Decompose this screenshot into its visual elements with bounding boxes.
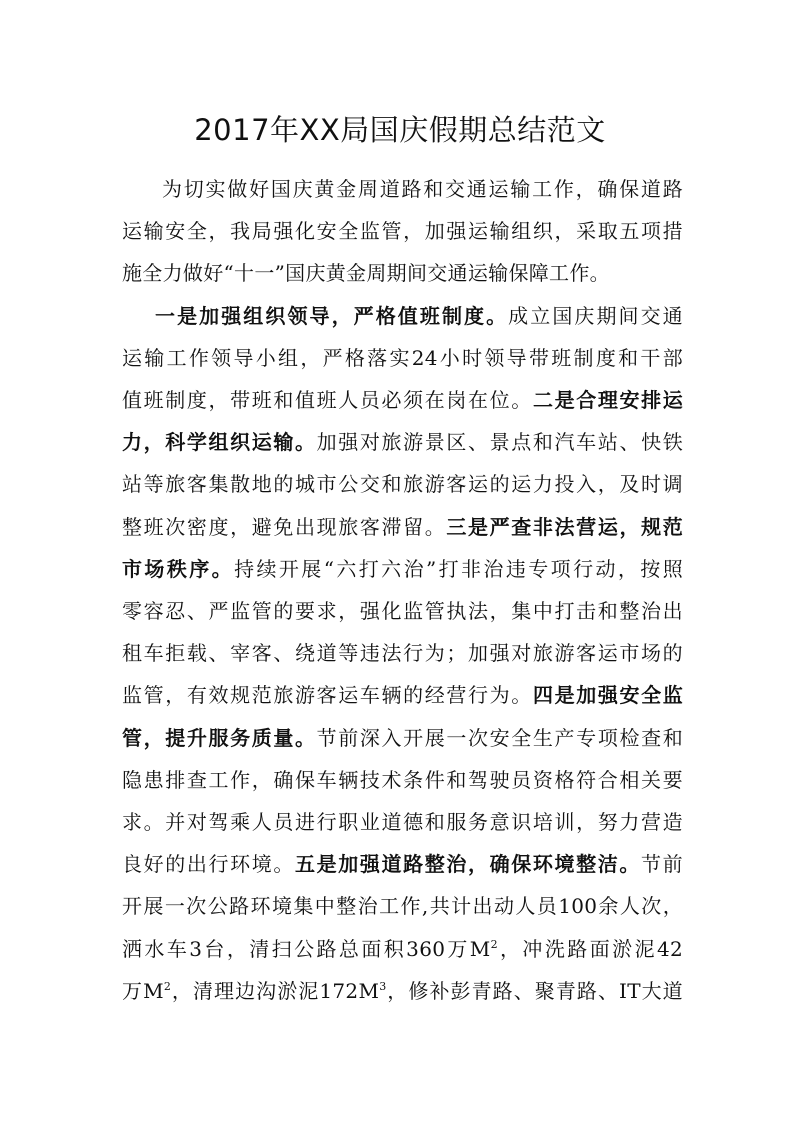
paragraph-line (122, 679, 683, 708)
bold-heading-text: 二是合理安排运 (532, 388, 684, 412)
line-text: 洒水车3台，清扫公路总面积360万M (122, 937, 491, 961)
line-text: 值班制度，带班和值班人员必须在岗在位。 (122, 388, 533, 412)
line-text: 成立国庆期间交通 (508, 304, 683, 328)
bold-heading-text: 四是加强安全监 (532, 683, 684, 707)
line-text: 隐患排查工作，确保车辆技术条件和驾驶员资格符合相关要 (122, 768, 683, 792)
paragraph-line (122, 722, 683, 751)
paragraph-line (162, 173, 683, 202)
paragraph-line (155, 300, 683, 329)
line-text: 租车拒载、宰客、绕道等违法行为；加强对旅游客运市场的 (122, 641, 683, 665)
line-text: 站等旅客集散地的城市公交和旅游客运的运力投入，及时调 (122, 472, 683, 496)
paragraph-line (122, 637, 683, 666)
paragraph-line (122, 933, 683, 962)
line-text: 万M (122, 979, 164, 1003)
superscript-text: 2 (163, 980, 172, 993)
bold-heading-text: 力，科学组织运输。 (122, 430, 317, 454)
line-text: 节前 (641, 852, 683, 876)
line-text: 整班次密度，避免出现旅客滞留。 (122, 515, 447, 539)
bold-heading-text: 市场秩序。 (122, 557, 235, 581)
paragraph-line (122, 342, 683, 371)
paragraph-line (122, 595, 683, 624)
line-text: ，修补彭青路、聚青路、IT大道 (386, 979, 683, 1003)
superscript-text: 2 (490, 938, 498, 951)
line-text: 持续开展“六打六治”打非治违专项行动，按照 (234, 557, 684, 581)
bold-heading-text: 三是严查非法营运，规范 (446, 515, 683, 539)
line-text: 零容忍、严监管的要求，强化监管执法，集中打击和整治出 (122, 599, 683, 623)
line-text: ，冲洗路面淤泥42 (497, 937, 683, 961)
paragraph-line (122, 975, 683, 1004)
line-text: 加强对旅游景区、景点和汽车站、快铁 (316, 430, 683, 454)
paragraph-line (122, 553, 683, 582)
document-title: 2017年XX局国庆假期总结范文 (194, 113, 606, 147)
paragraph-line (122, 806, 683, 835)
paragraph-line (122, 848, 683, 877)
paragraph-line (122, 468, 683, 497)
line-text: 为切实做好国庆黄金周道路和交通运输工作，确保道路 (162, 177, 683, 201)
bold-heading-text: 管，提升服务质量。 (122, 726, 317, 750)
bold-heading-text: 五是加强道路整治，确保环境整洁。 (295, 852, 642, 876)
line-text: 良好的出行环境。 (122, 852, 296, 876)
paragraph-line (122, 764, 683, 793)
line-text: 运输工作领导小组，严格落实24小时领导带班制度和干部 (122, 346, 683, 370)
line-text: 运输安全，我局强化安全监管，加强运输组织，采取五项措 (122, 219, 683, 243)
paragraph-line (122, 890, 683, 919)
superscript-text: 3 (379, 980, 387, 993)
paragraph-line (122, 511, 683, 540)
paragraph-line (122, 257, 683, 286)
line-text: 开展一次公路环境集中整治工作,共计出动人员100余人次， (122, 894, 683, 918)
bold-heading-text: 一是加强组织领导，严格值班制度。 (155, 304, 509, 328)
line-text: ，清理边沟淤泥172M (171, 979, 380, 1003)
paragraph-line (122, 426, 683, 455)
line-text: 节前深入开展一次安全生产专项检查和 (316, 726, 683, 750)
line-text: 施全力做好“十一”国庆黄金周期间交通运输保障工作。 (122, 261, 610, 285)
line-text: 求。并对驾乘人员进行职业道德和服务意识培训，努力营造 (122, 810, 683, 834)
paragraph-line (122, 215, 683, 244)
line-text: 监管，有效规范旅游客运车辆的经营行为。 (122, 683, 533, 707)
paragraph-line (122, 384, 683, 413)
